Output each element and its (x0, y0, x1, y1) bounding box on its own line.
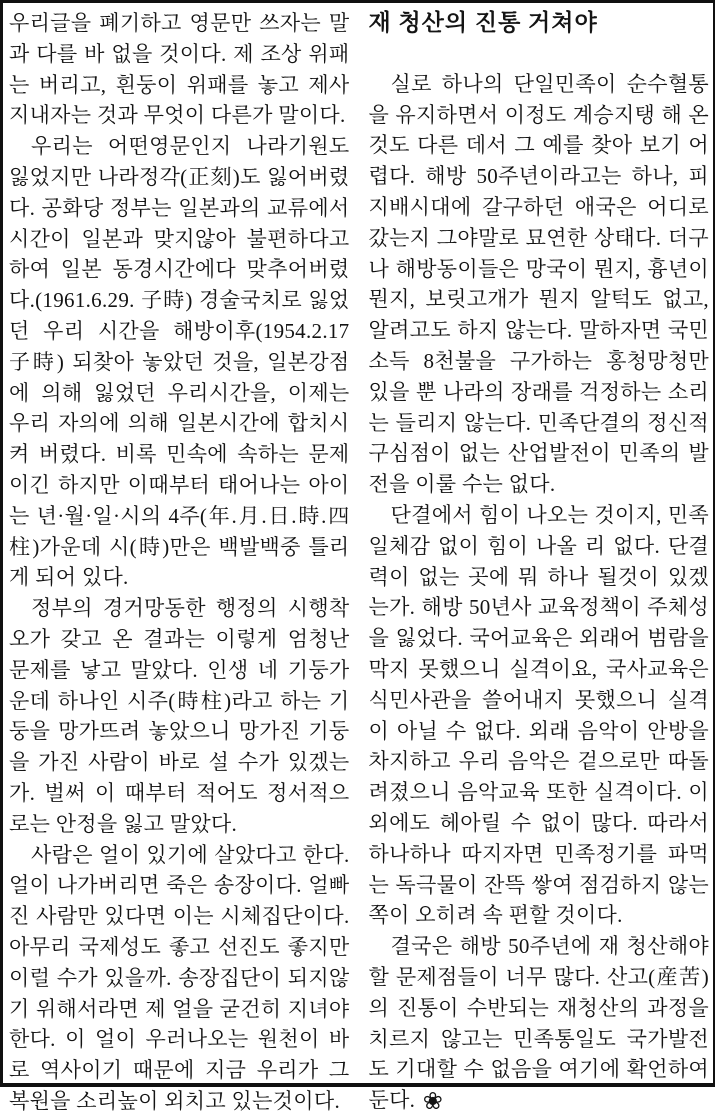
paragraph-text: 결국은 해방 50주년에 재 청산해야 할 문제점들이 너무 많다. 산고(産苦)의 진통이 수반되는 재청산의 과정을 치르지 않고는 민족통일도 국가발전도 기대할 수 없음을 여기에 확언하여 둔다. (368, 934, 709, 1113)
paragraph (369, 931, 710, 1116)
right-column (368, 8, 710, 1116)
paragraph: 단결에서 힘이 나오는 것이지, 민족일체감 없이 힘이 나올 리 없다. 단결력이 없는 곳에 뭐 하나 될것이 있겠는가. 해방 50년사 교육정책이 주체성을 잃었다. 국어교육은 외래어 범람을 막지 못했으니 실격이요, 국사교육은 식민사관을 쓸어내지 못했으니 실격이 아닐 수 없다. 외래 음악이 안방을 차지하고 우리 음악은 겉으로만 따돌려졌으니 음악교육 또한 실격이다. 이 외에도 헤아릴 수 없이 많다. 따라서 하나하나 따지자면 민족정기를 파먹는 독극물이 잔뜩 쌓여 점검하지 않는 쪽이 오히려 속 편할 것이다. (368, 502, 709, 928)
paragraph: 우리는 어떤영문인지 나라기원도 잃었지만 나라정각(正刻)도 잃어버렸다. 공화당 정부는 일본과의 교류에서 시간이 일본과 맞지않아 불편하다고 하여 일본 동경시간에다 맞추어버렸다.(1961.6.29. 子時) 경술국치로 잃었던 우리 시간을 해방이후(1954.2.17 子時) 되찾아 놓았던 것을, 일본강점에 의해 잃었던 우리시간을, 이제는 우리 자의에 의해 일본시간에 합치시켜 버렸다. 비록 민속에 속하는 문제이긴 하지만 이때부터 태어나는 아이는 년·월·일·시의 4주(年.月.日.時.四柱)가운데 시(時)만은 백발백중 틀리게 되어 있다. (9, 134, 350, 590)
end-of-article-florette-icon: ❀ (422, 1089, 444, 1116)
paragraph: 실로 하나의 단일민족이 순수혈통을 유지하면서 이정도 계승지탱 해 온 것도 다른 데서 그 예를 찾아 보기 어렵다. 해방 50주년이라고는 하나, 피 지배시대에 갈구하던 애국은 어디로 갔는지 그야말로 묘연한 상태다. 더구나 해방동이들은 망국이 뭔지, 흉년이 뭔지, 보릿고개가 뭔지 알턱도 없고, 알려고도 하지 않는다. 말하자면 국민소득 8천불을 구가하는 홍청망청만 있을 뿐 나라의 장래를 걱정하는 소리는 들리지 않는다. 민족단결의 정신적 구심점이 없는 산업발전이 민족의 발전을 이룰 수는 없다. (368, 71, 709, 497)
section-heading: 재 청산의 진통 거쳐야 (368, 10, 598, 35)
left-column (9, 8, 350, 1113)
paragraph: 정부의 경거망동한 행정의 시행착오가 갖고 온 결과는 이렇게 엄청난 문제를 낳고 말았다. 인생 네 기둥가운데 하나인 시주(時柱)라고 하는 기둥을 망가뜨려 놓았으니 망가진 기둥을 가진 사람이 바로 설 수가 있겠는가. 벌써 이 때부터 적어도 정서적으로는 안정을 잃고 말았다. (9, 596, 350, 836)
paragraph: 우리글을 폐기하고 영문만 쓰자는 말과 다를 바 없을 것이다. 제 조상 위패는 버리고, 흰둥이 위패를 놓고 제사지내자는 것과 무엇이 다른가 말이다. (9, 11, 350, 128)
paragraph: 사람은 얼이 있기에 살았다고 한다. 얼이 나가버리면 죽은 송장이다. 얼빠진 사람만 있다면 이는 시체집단이다. 아무리 국제성도 좋고 선진도 좋지만 이럴 수가 있을까. 송장집단이 되지않기 위해서라면 제 얼을 굳건히 지녀야 한다. 이 얼이 우러나오는 원천이 바로 역사이기 때문에 지금 우리가 그 복원을 소리높이 외치고 있는것이다. (9, 842, 350, 1113)
